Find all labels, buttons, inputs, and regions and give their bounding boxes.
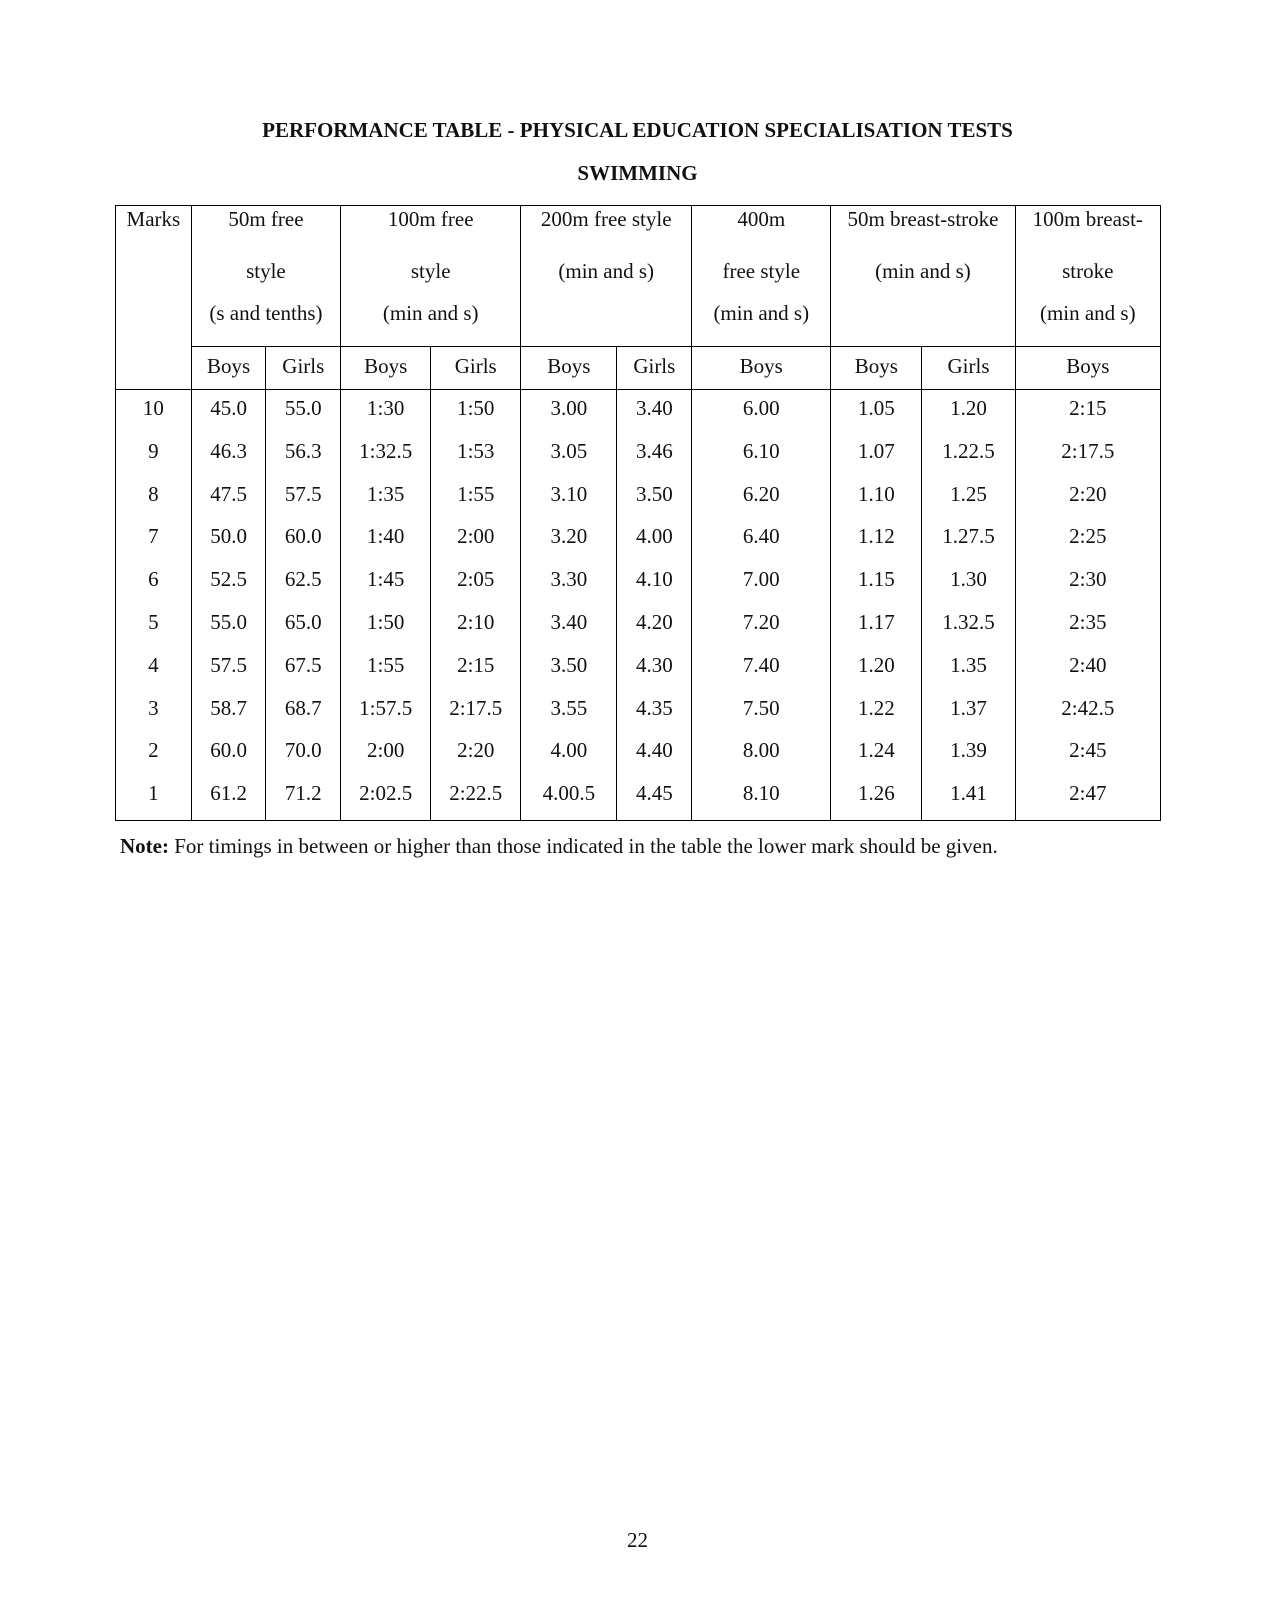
time-cell: 3.00 <box>521 390 617 435</box>
time-cell: 2:42.5 <box>1015 692 1160 735</box>
marks-cell: 7 <box>116 520 192 563</box>
time-cell: 1:50 <box>431 390 521 435</box>
subheader-cell: Boys <box>692 347 831 390</box>
time-cell: 1:55 <box>431 478 521 521</box>
time-cell: 3.30 <box>521 563 617 606</box>
time-cell: 1.37 <box>922 692 1015 735</box>
time-cell: 2:15 <box>431 649 521 692</box>
time-cell: 2:17.5 <box>1015 435 1160 478</box>
time-cell: 1.22 <box>831 692 922 735</box>
table-body <box>116 390 1161 821</box>
time-cell: 2:35 <box>1015 606 1160 649</box>
time-cell: 2:02.5 <box>341 777 431 820</box>
document-subtitle: SWIMMING <box>577 161 698 185</box>
time-cell: 1.10 <box>831 478 922 521</box>
time-cell: 70.0 <box>266 734 341 777</box>
time-cell: 1.30 <box>922 563 1015 606</box>
table-subheader-row <box>116 347 1161 390</box>
table-row <box>116 606 1161 649</box>
time-cell: 1:53 <box>431 435 521 478</box>
time-cell: 1.17 <box>831 606 922 649</box>
time-cell: 4.45 <box>617 777 692 820</box>
time-cell: 3.55 <box>521 692 617 735</box>
time-cell: 1.32.5 <box>922 606 1015 649</box>
time-cell: 7.50 <box>692 692 831 735</box>
time-cell: 1:35 <box>341 478 431 521</box>
time-cell: 3.20 <box>521 520 617 563</box>
time-cell: 2:22.5 <box>431 777 521 820</box>
time-cell: 65.0 <box>266 606 341 649</box>
time-cell: 2:05 <box>431 563 521 606</box>
note <box>120 834 998 859</box>
time-cell: 3.05 <box>521 435 617 478</box>
time-cell: 2:20 <box>1015 478 1160 521</box>
table-row <box>116 692 1161 735</box>
time-cell: 4.00.5 <box>521 777 617 820</box>
time-cell: 1.35 <box>922 649 1015 692</box>
time-cell: 8.10 <box>692 777 831 820</box>
time-cell: 2:10 <box>431 606 521 649</box>
time-cell: 4.35 <box>617 692 692 735</box>
time-cell: 2:40 <box>1015 649 1160 692</box>
page-number: 22 <box>627 1528 648 1552</box>
time-cell: 3.10 <box>521 478 617 521</box>
time-cell: 71.2 <box>266 777 341 820</box>
group-header-50m-free: 50m free style (s and tenths) <box>191 206 340 347</box>
time-cell: 4.00 <box>521 734 617 777</box>
time-cell: 4.20 <box>617 606 692 649</box>
table-row <box>116 734 1161 777</box>
time-cell: 1.27.5 <box>922 520 1015 563</box>
table-row <box>116 478 1161 521</box>
time-cell: 52.5 <box>191 563 266 606</box>
marks-cell: 4 <box>116 649 192 692</box>
time-cell: 50.0 <box>191 520 266 563</box>
group-header-50m-breast: 50m breast-stroke (min and s) <box>831 206 1015 347</box>
table-row <box>116 435 1161 478</box>
marks-cell: 6 <box>116 563 192 606</box>
time-cell: 60.0 <box>191 734 266 777</box>
note-text: For timings in between or higher than those indicated in the table the lower mark should be given. <box>168 834 998 858</box>
marks-cell: 10 <box>116 390 192 435</box>
subheader-cell: Boys <box>341 347 431 390</box>
time-cell: 1.05 <box>831 390 922 435</box>
subheader-cell: Boys <box>831 347 922 390</box>
time-cell: 7.20 <box>692 606 831 649</box>
time-cell: 60.0 <box>266 520 341 563</box>
marks-cell: 3 <box>116 692 192 735</box>
time-cell: 57.5 <box>266 478 341 521</box>
time-cell: 45.0 <box>191 390 266 435</box>
note-label: Note: <box>120 834 169 858</box>
marks-cell: 9 <box>116 435 192 478</box>
group-header-400m-free: 400m free style (min and s) <box>692 206 831 347</box>
time-cell: 1.41 <box>922 777 1015 820</box>
time-cell: 61.2 <box>191 777 266 820</box>
table-row <box>116 390 1161 435</box>
time-cell: 6.00 <box>692 390 831 435</box>
time-cell: 1.12 <box>831 520 922 563</box>
time-cell: 8.00 <box>692 734 831 777</box>
subheader-cell: Boys <box>521 347 617 390</box>
time-cell: 67.5 <box>266 649 341 692</box>
time-cell: 6.40 <box>692 520 831 563</box>
time-cell: 1:32.5 <box>341 435 431 478</box>
group-header-100m-free: 100m free style (min and s) <box>341 206 521 347</box>
subheader-cell: Girls <box>617 347 692 390</box>
subheader-cell: Girls <box>266 347 341 390</box>
time-cell: 46.3 <box>191 435 266 478</box>
time-cell: 68.7 <box>266 692 341 735</box>
time-cell: 58.7 <box>191 692 266 735</box>
time-cell: 1.20 <box>922 390 1015 435</box>
time-cell: 62.5 <box>266 563 341 606</box>
time-cell: 1:30 <box>341 390 431 435</box>
time-cell: 3.50 <box>521 649 617 692</box>
subheader-cell: Girls <box>431 347 521 390</box>
marks-header: Marks <box>116 206 192 390</box>
time-cell: 3.40 <box>617 390 692 435</box>
group-header-200m-free: 200m free style (min and s) <box>521 206 692 347</box>
marks-cell: 8 <box>116 478 192 521</box>
time-cell: 56.3 <box>266 435 341 478</box>
performance-table <box>115 205 1161 821</box>
subheader-cell: Boys <box>191 347 266 390</box>
time-cell: 1:40 <box>341 520 431 563</box>
table-row <box>116 520 1161 563</box>
table-header-row <box>116 206 1161 347</box>
time-cell: 6.10 <box>692 435 831 478</box>
time-cell: 1.25 <box>922 478 1015 521</box>
time-cell: 2:25 <box>1015 520 1160 563</box>
marks-cell: 1 <box>116 777 192 820</box>
time-cell: 1.24 <box>831 734 922 777</box>
subheader-cell: Girls <box>922 347 1015 390</box>
time-cell: 4.40 <box>617 734 692 777</box>
time-cell: 4.00 <box>617 520 692 563</box>
group-header-100m-breast: 100m breast- stroke (min and s) <box>1015 206 1160 347</box>
time-cell: 1.15 <box>831 563 922 606</box>
time-cell: 6.20 <box>692 478 831 521</box>
marks-cell: 5 <box>116 606 192 649</box>
time-cell: 1:57.5 <box>341 692 431 735</box>
time-cell: 57.5 <box>191 649 266 692</box>
table-row <box>116 563 1161 606</box>
time-cell: 2:20 <box>431 734 521 777</box>
time-cell: 1.39 <box>922 734 1015 777</box>
time-cell: 1:45 <box>341 563 431 606</box>
time-cell: 4.10 <box>617 563 692 606</box>
time-cell: 55.0 <box>266 390 341 435</box>
time-cell: 3.40 <box>521 606 617 649</box>
time-cell: 2:45 <box>1015 734 1160 777</box>
time-cell: 2:00 <box>341 734 431 777</box>
time-cell: 3.50 <box>617 478 692 521</box>
marks-cell: 2 <box>116 734 192 777</box>
subheader-cell: Boys <box>1015 347 1160 390</box>
time-cell: 2:30 <box>1015 563 1160 606</box>
time-cell: 1.26 <box>831 777 922 820</box>
time-cell: 2:15 <box>1015 390 1160 435</box>
time-cell: 2:47 <box>1015 777 1160 820</box>
time-cell: 7.40 <box>692 649 831 692</box>
time-cell: 47.5 <box>191 478 266 521</box>
document-title: PERFORMANCE TABLE - PHYSICAL EDUCATION SPECIALISATION TESTS <box>262 118 1013 142</box>
table-row <box>116 777 1161 820</box>
time-cell: 2:00 <box>431 520 521 563</box>
time-cell: 1.20 <box>831 649 922 692</box>
time-cell: 1:50 <box>341 606 431 649</box>
table-row <box>116 649 1161 692</box>
time-cell: 3.46 <box>617 435 692 478</box>
time-cell: 1.22.5 <box>922 435 1015 478</box>
time-cell: 1.07 <box>831 435 922 478</box>
time-cell: 7.00 <box>692 563 831 606</box>
time-cell: 1:55 <box>341 649 431 692</box>
time-cell: 2:17.5 <box>431 692 521 735</box>
time-cell: 4.30 <box>617 649 692 692</box>
time-cell: 55.0 <box>191 606 266 649</box>
